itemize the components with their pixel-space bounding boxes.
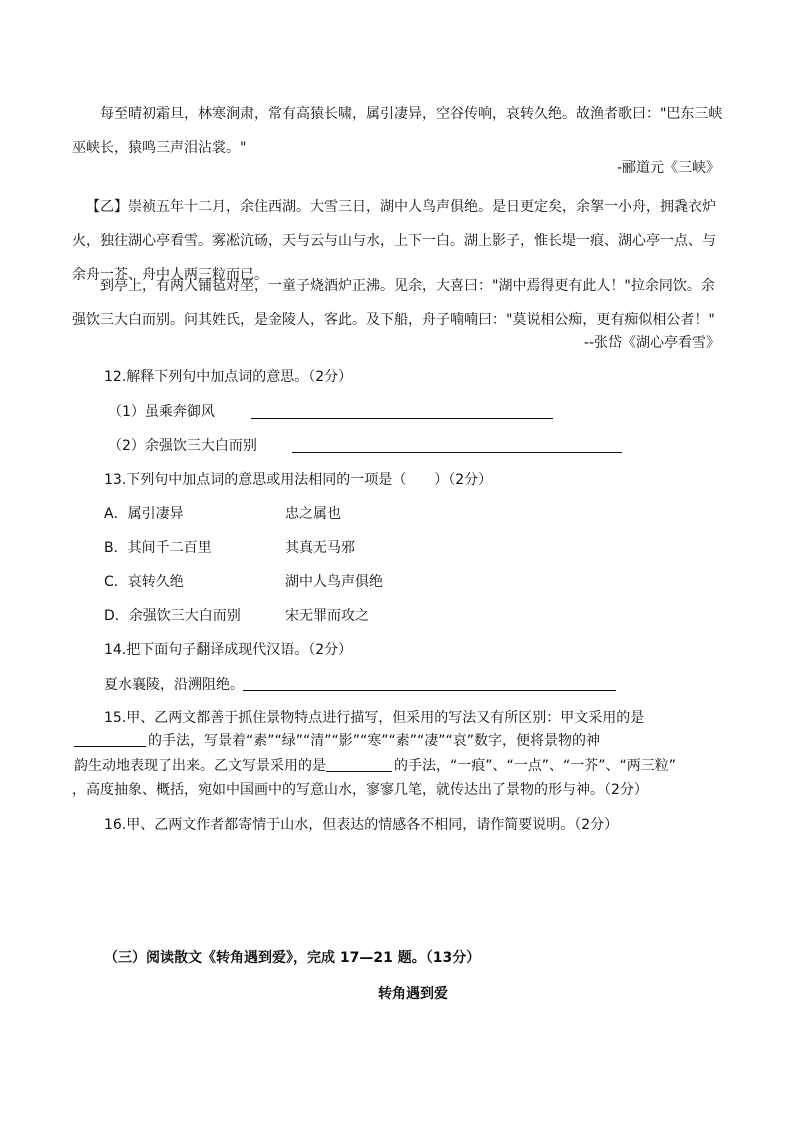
q15-line-3a: 韵生动地表现了出来。乙文写景采用的是 [74,758,326,774]
q12-stem: 12.解释下列句中加点词的意思。（2分） [104,369,353,385]
q15-blank-2[interactable] [326,771,392,772]
q13-option-c: C．哀转久绝 [104,574,184,590]
q12-answer-line-1[interactable] [251,418,553,419]
q15-line-3b: 的手法，“一痕”、“一点”、“一芥”、“两三粒” [394,758,677,774]
q13-option-d: D．余强饮三大白而别 [104,608,241,624]
q13-option-a: A．属引凄异 [104,506,184,522]
q13-option-a-compare: 忠之属也 [285,506,341,522]
q13-option-c-compare: 湖中人鸟声俱绝 [285,574,383,590]
huxin-paragraph-1: 【乙】崇祯五年十二月，余住西湖。大雪三日，湖中人鸟声俱绝。是日更定矣，余挐一小舟，拥毳衣炉火，独往湖心亭看雪。雾凇沆砀，天与云与山与水，上下一白。湖上影子，惟长堤一痕、湖心亭一点、与余舟一芥、舟中人两三粒而已。 [72,199,716,283]
q13-option-b: B．其间千二百里 [104,540,212,556]
huxin-paragraph-2: 到亭上，有两人铺毡对坐，一童子烧酒炉正沸。见余，大喜曰："湖中焉得更有此人！"拉余同饮。余强饮三大白而别。问其姓氏，是金陵人，客此。及下船，舟子喃喃曰："莫说相公痴，更有痴似相公者！" [72,278,715,328]
q15-line-2: 的手法，写景着“素”“绿”“清”“影”“寒”“素”“凄”“哀”数字，便将景物的神 [148,733,601,749]
q15-blank-1[interactable] [74,746,146,747]
q14-sentence: 夏水襄陵，沿溯阻绝。 [104,677,244,693]
q13-option-d-compare: 宋无罪而攻之 [285,608,369,624]
q13-option-b-compare: 其真无马邪 [285,540,355,556]
q14-answer-line[interactable] [243,690,616,691]
section3-heading: （三）阅读散文《转角遇到爱》，完成 17—21 题。（13分） [104,950,481,966]
sanxia-paragraph: 每至晴初霜旦，林寒涧肃，常有高猿长啸，属引凄异，空谷传响，哀转久绝。故渔者歌曰："巴东三峡巫峡长，猿鸣三声泪沾裳。" [72,106,723,156]
q15-line-4: ，高度抽象、概括，宛如中国画中的写意山水，寥寥几笔，就传达出了景物的形与神。（2分） [72,782,648,798]
q12-item-1: （1）虽乘奔御风 [108,404,215,420]
q16-stem: 16.甲、乙两文作者都寄情于山水，但表达的情感各不相同，请作简要说明。（2分） [104,817,619,833]
huxin-source: --张岱《湖心亭看雪》 [583,335,720,351]
q14-stem: 14.把下面句子翻译成现代汉语。（2分） [104,642,353,658]
q13-stem: 13.下列句中加点词的意思或用法相同的一项是（ ）（2分） [104,472,493,488]
q15-line-1: 15.甲、乙两文都善于抓住景物特点进行描写，但采用的写法又有所区别：甲文采用的是 [104,710,645,726]
q12-item-2: （2）余强饮三大白而别 [108,438,257,454]
section3-article-title: 转角遇到爱 [378,986,448,1002]
sanxia-source: -郦道元《三峡》 [616,160,720,176]
q12-answer-line-2[interactable] [292,452,622,453]
